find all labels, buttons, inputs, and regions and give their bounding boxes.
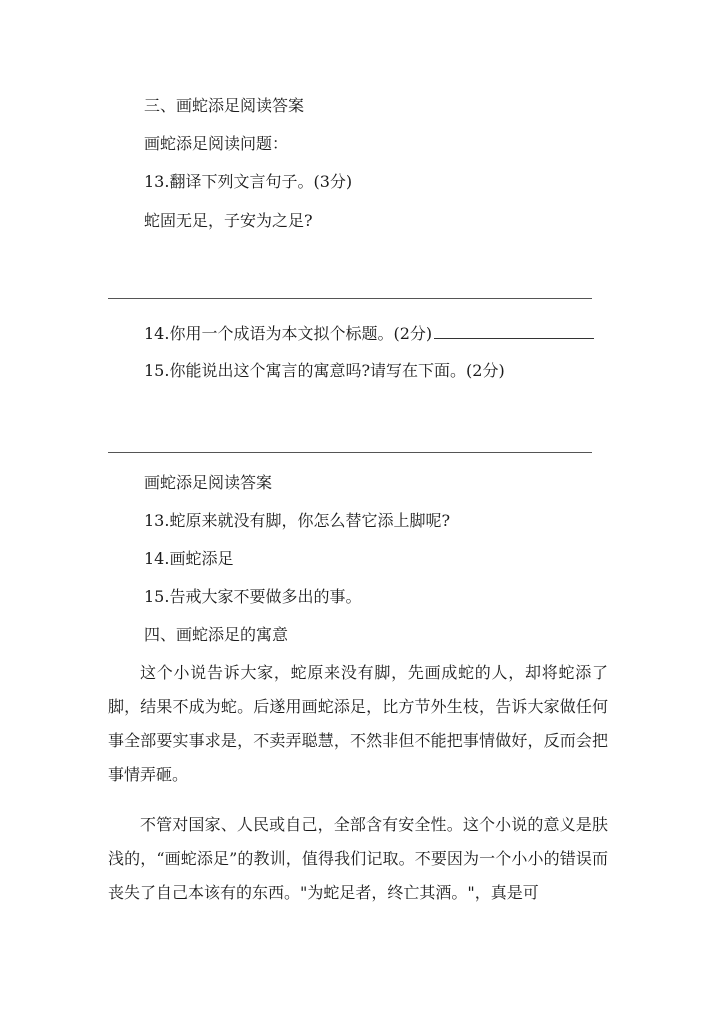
answers-title: 画蛇添足阅读答案 xyxy=(144,473,273,492)
question-13: 13.翻译下列文言句子。(3分) xyxy=(144,172,353,191)
question-14-text: 14.你用一个成语为本文拟个标题。(2分) xyxy=(144,324,433,343)
section-heading-meaning: 四、画蛇添足的寓意 xyxy=(144,625,289,644)
question-15: 15.你能说出这个寓言的寓意吗?请写在下面。(2分) xyxy=(144,361,505,380)
answer-15: 15.告戒大家不要做多出的事。 xyxy=(144,587,362,606)
question-14 xyxy=(144,322,594,345)
section-heading-answers: 三、画蛇添足阅读答案 xyxy=(144,96,305,115)
meaning-paragraph-2: 不管对国家、人民或自己，全部含有安全性。这个小说的意义是肤浅的，“画蛇添足”的教训，值得我们记取。不要因为一个小小的错误而丧失了自己本该有的东西。"为蛇足者，终亡其酒。"，真是可 xyxy=(108,815,608,902)
questions-title: 画蛇添足阅读问题： xyxy=(144,134,289,153)
answer-13: 13.蛇原来就没有脚，你怎么替它添上脚呢? xyxy=(144,511,451,530)
question-13-sentence: 蛇固无足，子安为之足? xyxy=(144,211,313,230)
meaning-paragraph-1: 这个小说告诉大家，蛇原来没有脚，先画成蛇的人，却将蛇添了脚，结果不成为蛇。后遂用画蛇添足，比方节外生枝，告诉大家做任何事全部要实事求是，不卖弄聪慧，不然非但不能把事情做好，反而会把事情弄砸。 xyxy=(108,663,608,784)
answer-line-15 xyxy=(108,452,592,453)
answer-line-13 xyxy=(108,298,592,299)
answer-14: 14.画蛇添足 xyxy=(144,549,234,568)
answer-blank-14 xyxy=(434,322,594,339)
